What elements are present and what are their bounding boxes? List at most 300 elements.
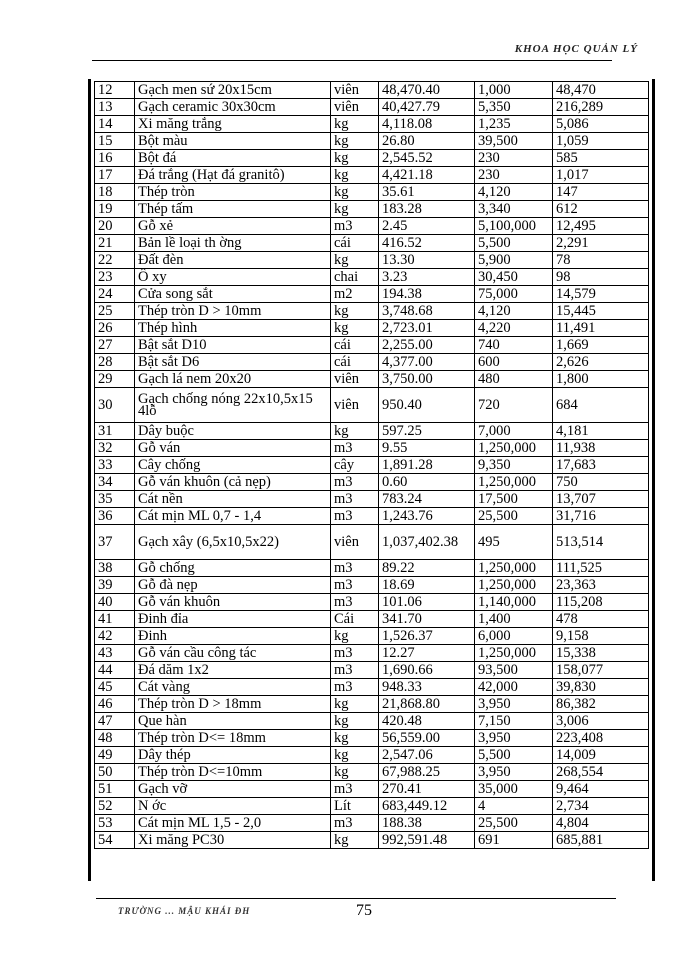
table-row <box>95 423 649 440</box>
unit-price-cell: 1,250,000 <box>475 474 553 491</box>
quantity-cell: 2,547.06 <box>379 747 475 764</box>
quantity-cell: 4,421.18 <box>379 167 475 184</box>
unit-price-cell: 1,250,000 <box>475 440 553 457</box>
row-number-cell: 21 <box>95 235 135 252</box>
table-row <box>95 713 649 730</box>
row-number-cell: 18 <box>95 184 135 201</box>
quantity-cell: 3.23 <box>379 269 475 286</box>
row-number-cell: 13 <box>95 99 135 116</box>
material-name-cell: Gạch xây (6,5x10,5x22) <box>135 525 331 560</box>
row-number-cell: 54 <box>95 832 135 849</box>
quantity-cell: 4,118.08 <box>379 116 475 133</box>
unit-cell: kg <box>331 832 379 849</box>
table-row <box>95 116 649 133</box>
unit-cell: kg <box>331 184 379 201</box>
unit-cell: kg <box>331 303 379 320</box>
total-amount-cell: 23,363 <box>553 577 649 594</box>
table-row <box>95 269 649 286</box>
unit-price-cell: 600 <box>475 354 553 371</box>
table-row <box>95 662 649 679</box>
material-name-cell: Đinh <box>135 628 331 645</box>
row-number-cell: 53 <box>95 815 135 832</box>
table-row <box>95 150 649 167</box>
table-row <box>95 508 649 525</box>
unit-price-cell: 3,950 <box>475 730 553 747</box>
quantity-cell: 4,377.00 <box>379 354 475 371</box>
unit-price-cell: 495 <box>475 525 553 560</box>
quantity-cell: 1,891.28 <box>379 457 475 474</box>
unit-cell: kg <box>331 713 379 730</box>
table-row <box>95 286 649 303</box>
unit-cell: cái <box>331 354 379 371</box>
unit-cell: viên <box>331 388 379 423</box>
unit-cell: kg <box>331 696 379 713</box>
quantity-cell: 35.61 <box>379 184 475 201</box>
material-name-cell: Cây chống <box>135 457 331 474</box>
unit-price-cell: 5,900 <box>475 252 553 269</box>
unit-price-cell: 1,400 <box>475 611 553 628</box>
unit-cell: m3 <box>331 645 379 662</box>
row-number-cell: 27 <box>95 337 135 354</box>
unit-price-cell: 1,250,000 <box>475 577 553 594</box>
material-name-cell: Bột màu <box>135 133 331 150</box>
table-row <box>95 440 649 457</box>
unit-price-cell: 9,350 <box>475 457 553 474</box>
quantity-cell: 26.80 <box>379 133 475 150</box>
unit-price-cell: 4,220 <box>475 320 553 337</box>
row-number-cell: 20 <box>95 218 135 235</box>
quantity-cell: 416.52 <box>379 235 475 252</box>
quantity-cell: 3,748.68 <box>379 303 475 320</box>
row-number-cell: 34 <box>95 474 135 491</box>
total-amount-cell: 1,669 <box>553 337 649 354</box>
row-number-cell: 22 <box>95 252 135 269</box>
material-name-cell: Cát mịn ML 1,5 - 2,0 <box>135 815 331 832</box>
material-name-cell: Xi măng trắng <box>135 116 331 133</box>
unit-price-cell: 5,350 <box>475 99 553 116</box>
quantity-cell: 188.38 <box>379 815 475 832</box>
total-amount-cell: 14,579 <box>553 286 649 303</box>
material-name-cell: Cát vàng <box>135 679 331 696</box>
page-number: 75 <box>356 902 372 919</box>
unit-cell: kg <box>331 167 379 184</box>
total-amount-cell: 612 <box>553 201 649 218</box>
total-amount-cell: 11,491 <box>553 320 649 337</box>
unit-price-cell: 3,340 <box>475 201 553 218</box>
total-amount-cell: 2,734 <box>553 798 649 815</box>
unit-price-cell: 5,100,000 <box>475 218 553 235</box>
unit-price-cell: 42,000 <box>475 679 553 696</box>
quantity-cell: 1,037,402.38 <box>379 525 475 560</box>
total-amount-cell: 147 <box>553 184 649 201</box>
material-name-cell: Bản lề loại th ờng <box>135 235 331 252</box>
material-name-cell: Thép tấm <box>135 201 331 218</box>
unit-cell: m3 <box>331 218 379 235</box>
table-row <box>95 525 649 560</box>
unit-cell: kg <box>331 201 379 218</box>
unit-cell: m3 <box>331 474 379 491</box>
unit-cell: m3 <box>331 662 379 679</box>
unit-cell: chai <box>331 269 379 286</box>
quantity-cell: 683,449.12 <box>379 798 475 815</box>
materials-table <box>94 81 649 849</box>
material-name-cell: Gỗ xẻ <box>135 218 331 235</box>
total-amount-cell: 158,077 <box>553 662 649 679</box>
unit-price-cell: 1,000 <box>475 82 553 99</box>
row-number-cell: 24 <box>95 286 135 303</box>
table-row <box>95 320 649 337</box>
material-name-cell: Dây thép <box>135 747 331 764</box>
table-row <box>95 474 649 491</box>
quantity-cell: 40,427.79 <box>379 99 475 116</box>
material-name-cell: Ô xy <box>135 269 331 286</box>
quantity-cell: 183.28 <box>379 201 475 218</box>
unit-price-cell: 1,250,000 <box>475 560 553 577</box>
table-row <box>95 491 649 508</box>
total-amount-cell: 513,514 <box>553 525 649 560</box>
unit-cell: kg <box>331 423 379 440</box>
material-name-cell: Đinh đỉa <box>135 611 331 628</box>
unit-price-cell: 4,120 <box>475 303 553 320</box>
total-amount-cell: 1,017 <box>553 167 649 184</box>
material-name-cell: N ớc <box>135 798 331 815</box>
table-row <box>95 628 649 645</box>
row-number-cell: 37 <box>95 525 135 560</box>
material-name-cell: Thép tròn D<= 18mm <box>135 730 331 747</box>
quantity-cell: 2,255.00 <box>379 337 475 354</box>
material-name-cell: Bột đá <box>135 150 331 167</box>
total-amount-cell: 4,804 <box>553 815 649 832</box>
row-number-cell: 15 <box>95 133 135 150</box>
material-name-cell: Cát nền <box>135 491 331 508</box>
total-amount-cell: 12,495 <box>553 218 649 235</box>
material-name-cell: Gỗ ván <box>135 440 331 457</box>
unit-price-cell: 39,500 <box>475 133 553 150</box>
row-number-cell: 50 <box>95 764 135 781</box>
unit-cell: viên <box>331 99 379 116</box>
total-amount-cell: 31,716 <box>553 508 649 525</box>
unit-cell: kg <box>331 764 379 781</box>
quantity-cell: 89.22 <box>379 560 475 577</box>
quantity-cell: 948.33 <box>379 679 475 696</box>
unit-price-cell: 740 <box>475 337 553 354</box>
row-number-cell: 23 <box>95 269 135 286</box>
unit-cell: m3 <box>331 594 379 611</box>
unit-cell: Lít <box>331 798 379 815</box>
material-name-cell: Gạch chống nóng 22x10,5x15 4lỗ <box>135 388 331 423</box>
quantity-cell: 950.40 <box>379 388 475 423</box>
row-number-cell: 26 <box>95 320 135 337</box>
page-frame-right <box>652 79 655 881</box>
total-amount-cell: 39,830 <box>553 679 649 696</box>
row-number-cell: 39 <box>95 577 135 594</box>
page-frame-left <box>88 79 91 881</box>
material-name-cell: Bật sắt D6 <box>135 354 331 371</box>
quantity-cell: 2.45 <box>379 218 475 235</box>
unit-cell: kg <box>331 628 379 645</box>
quantity-cell: 194.38 <box>379 286 475 303</box>
total-amount-cell: 1,059 <box>553 133 649 150</box>
total-amount-cell: 48,470 <box>553 82 649 99</box>
material-name-cell: Gạch men sứ 20x15cm <box>135 82 331 99</box>
unit-cell: m3 <box>331 508 379 525</box>
table-row <box>95 730 649 747</box>
table-row <box>95 747 649 764</box>
table-row <box>95 82 649 99</box>
row-number-cell: 45 <box>95 679 135 696</box>
total-amount-cell: 216,289 <box>553 99 649 116</box>
page-header-text: KHOA HỌC QUẢN LÝ <box>514 43 638 55</box>
unit-price-cell: 30,450 <box>475 269 553 286</box>
row-number-cell: 25 <box>95 303 135 320</box>
quantity-cell: 992,591.48 <box>379 832 475 849</box>
unit-price-cell: 691 <box>475 832 553 849</box>
total-amount-cell: 86,382 <box>553 696 649 713</box>
table-row <box>95 303 649 320</box>
unit-cell: kg <box>331 320 379 337</box>
total-amount-cell: 13,707 <box>553 491 649 508</box>
material-name-cell: Gỗ ván khuôn <box>135 594 331 611</box>
quantity-cell: 341.70 <box>379 611 475 628</box>
material-name-cell: Xi măng PC30 <box>135 832 331 849</box>
total-amount-cell: 585 <box>553 150 649 167</box>
material-name-cell: Gạch ceramic 30x30cm <box>135 99 331 116</box>
material-name-cell: Bật sắt D10 <box>135 337 331 354</box>
quantity-cell: 18.69 <box>379 577 475 594</box>
quantity-cell: 3,750.00 <box>379 371 475 388</box>
total-amount-cell: 750 <box>553 474 649 491</box>
row-number-cell: 47 <box>95 713 135 730</box>
total-amount-cell: 14,009 <box>553 747 649 764</box>
table-row <box>95 781 649 798</box>
table-row <box>95 798 649 815</box>
unit-price-cell: 4 <box>475 798 553 815</box>
unit-price-cell: 230 <box>475 167 553 184</box>
row-number-cell: 43 <box>95 645 135 662</box>
material-name-cell: Gỗ chống <box>135 560 331 577</box>
total-amount-cell: 78 <box>553 252 649 269</box>
unit-price-cell: 7,000 <box>475 423 553 440</box>
table-row <box>95 457 649 474</box>
row-number-cell: 30 <box>95 388 135 423</box>
row-number-cell: 19 <box>95 201 135 218</box>
material-name-cell: Gỗ ván khuôn (cả nẹp) <box>135 474 331 491</box>
unit-cell: Cái <box>331 611 379 628</box>
table-row <box>95 764 649 781</box>
material-name-cell: Thép hình <box>135 320 331 337</box>
unit-cell: m3 <box>331 781 379 798</box>
table-row <box>95 337 649 354</box>
table-row <box>95 815 649 832</box>
row-number-cell: 42 <box>95 628 135 645</box>
table-row <box>95 218 649 235</box>
materials-table-body <box>95 82 649 849</box>
quantity-cell: 56,559.00 <box>379 730 475 747</box>
material-name-cell: Cát mịn ML 0,7 - 1,4 <box>135 508 331 525</box>
unit-price-cell: 230 <box>475 150 553 167</box>
unit-cell: cái <box>331 235 379 252</box>
material-name-cell: Thép tròn <box>135 184 331 201</box>
total-amount-cell: 115,208 <box>553 594 649 611</box>
quantity-cell: 9.55 <box>379 440 475 457</box>
unit-cell: m3 <box>331 440 379 457</box>
row-number-cell: 14 <box>95 116 135 133</box>
row-number-cell: 36 <box>95 508 135 525</box>
material-name-cell: Gỗ ván cầu công tác <box>135 645 331 662</box>
table-row <box>95 371 649 388</box>
row-number-cell: 38 <box>95 560 135 577</box>
material-name-cell: Thép tròn D<=10mm <box>135 764 331 781</box>
unit-cell: m2 <box>331 286 379 303</box>
quantity-cell: 783.24 <box>379 491 475 508</box>
footer-left-text: TRƯỜNG ... MẬU KHÁI ĐH <box>118 906 251 916</box>
unit-price-cell: 6,000 <box>475 628 553 645</box>
total-amount-cell: 15,445 <box>553 303 649 320</box>
unit-cell: viên <box>331 371 379 388</box>
total-amount-cell: 684 <box>553 388 649 423</box>
table-row <box>95 560 649 577</box>
row-number-cell: 51 <box>95 781 135 798</box>
material-name-cell: Gạch vỡ <box>135 781 331 798</box>
row-number-cell: 28 <box>95 354 135 371</box>
quantity-cell: 21,868.80 <box>379 696 475 713</box>
quantity-cell: 1,526.37 <box>379 628 475 645</box>
unit-price-cell: 35,000 <box>475 781 553 798</box>
total-amount-cell: 17,683 <box>553 457 649 474</box>
unit-price-cell: 7,150 <box>475 713 553 730</box>
unit-price-cell: 5,500 <box>475 747 553 764</box>
table-row <box>95 577 649 594</box>
total-amount-cell: 4,181 <box>553 423 649 440</box>
unit-cell: viên <box>331 82 379 99</box>
footer-rule <box>96 898 616 899</box>
table-row <box>95 167 649 184</box>
material-name-cell: Đá dăm 1x2 <box>135 662 331 679</box>
unit-cell: kg <box>331 730 379 747</box>
quantity-cell: 1,690.66 <box>379 662 475 679</box>
total-amount-cell: 2,626 <box>553 354 649 371</box>
unit-cell: m3 <box>331 679 379 696</box>
unit-price-cell: 5,500 <box>475 235 553 252</box>
table-row <box>95 832 649 849</box>
material-name-cell: Thép tròn D > 10mm <box>135 303 331 320</box>
unit-price-cell: 3,950 <box>475 696 553 713</box>
header-rule <box>92 60 612 61</box>
table-row <box>95 388 649 423</box>
unit-price-cell: 25,500 <box>475 815 553 832</box>
material-name-cell: Cửa song sắt <box>135 286 331 303</box>
table-row <box>95 235 649 252</box>
unit-price-cell: 1,250,000 <box>475 645 553 662</box>
table-row <box>95 184 649 201</box>
table-row <box>95 354 649 371</box>
row-number-cell: 16 <box>95 150 135 167</box>
row-number-cell: 46 <box>95 696 135 713</box>
total-amount-cell: 2,291 <box>553 235 649 252</box>
row-number-cell: 52 <box>95 798 135 815</box>
material-name-cell: Gỗ đà nẹp <box>135 577 331 594</box>
material-name-cell: Đất đèn <box>135 252 331 269</box>
table-row <box>95 679 649 696</box>
table-row <box>95 594 649 611</box>
total-amount-cell: 1,800 <box>553 371 649 388</box>
table-row <box>95 201 649 218</box>
unit-cell: kg <box>331 116 379 133</box>
total-amount-cell: 98 <box>553 269 649 286</box>
unit-price-cell: 25,500 <box>475 508 553 525</box>
unit-price-cell: 4,120 <box>475 184 553 201</box>
material-name-cell: Dây buộc <box>135 423 331 440</box>
unit-price-cell: 480 <box>475 371 553 388</box>
unit-cell: kg <box>331 133 379 150</box>
unit-cell: m3 <box>331 815 379 832</box>
total-amount-cell: 9,158 <box>553 628 649 645</box>
material-name-cell: Gạch lá nem 20x20 <box>135 371 331 388</box>
quantity-cell: 48,470.40 <box>379 82 475 99</box>
quantity-cell: 2,723.01 <box>379 320 475 337</box>
row-number-cell: 48 <box>95 730 135 747</box>
total-amount-cell: 268,554 <box>553 764 649 781</box>
quantity-cell: 2,545.52 <box>379 150 475 167</box>
total-amount-cell: 15,338 <box>553 645 649 662</box>
unit-price-cell: 17,500 <box>475 491 553 508</box>
material-name-cell: Đá trắng (Hạt đá granitô) <box>135 167 331 184</box>
unit-cell: cái <box>331 337 379 354</box>
quantity-cell: 101.06 <box>379 594 475 611</box>
quantity-cell: 420.48 <box>379 713 475 730</box>
unit-cell: kg <box>331 150 379 167</box>
row-number-cell: 49 <box>95 747 135 764</box>
row-number-cell: 29 <box>95 371 135 388</box>
unit-cell: kg <box>331 747 379 764</box>
total-amount-cell: 685,881 <box>553 832 649 849</box>
row-number-cell: 35 <box>95 491 135 508</box>
row-number-cell: 40 <box>95 594 135 611</box>
row-number-cell: 41 <box>95 611 135 628</box>
row-number-cell: 17 <box>95 167 135 184</box>
unit-cell: m3 <box>331 560 379 577</box>
unit-price-cell: 93,500 <box>475 662 553 679</box>
quantity-cell: 597.25 <box>379 423 475 440</box>
material-name-cell: Thép tròn D > 18mm <box>135 696 331 713</box>
total-amount-cell: 111,525 <box>553 560 649 577</box>
quantity-cell: 67,988.25 <box>379 764 475 781</box>
total-amount-cell: 5,086 <box>553 116 649 133</box>
unit-price-cell: 75,000 <box>475 286 553 303</box>
table-row <box>95 645 649 662</box>
unit-cell: cây <box>331 457 379 474</box>
row-number-cell: 44 <box>95 662 135 679</box>
row-number-cell: 33 <box>95 457 135 474</box>
total-amount-cell: 9,464 <box>553 781 649 798</box>
unit-cell: m3 <box>331 577 379 594</box>
quantity-cell: 12.27 <box>379 645 475 662</box>
total-amount-cell: 11,938 <box>553 440 649 457</box>
quantity-cell: 270.41 <box>379 781 475 798</box>
quantity-cell: 0.60 <box>379 474 475 491</box>
total-amount-cell: 223,408 <box>553 730 649 747</box>
total-amount-cell: 478 <box>553 611 649 628</box>
table-row <box>95 99 649 116</box>
table-row <box>95 252 649 269</box>
quantity-cell: 13.30 <box>379 252 475 269</box>
table-row <box>95 611 649 628</box>
unit-cell: kg <box>331 252 379 269</box>
unit-price-cell: 720 <box>475 388 553 423</box>
material-name-cell: Que hàn <box>135 713 331 730</box>
row-number-cell: 31 <box>95 423 135 440</box>
row-number-cell: 32 <box>95 440 135 457</box>
